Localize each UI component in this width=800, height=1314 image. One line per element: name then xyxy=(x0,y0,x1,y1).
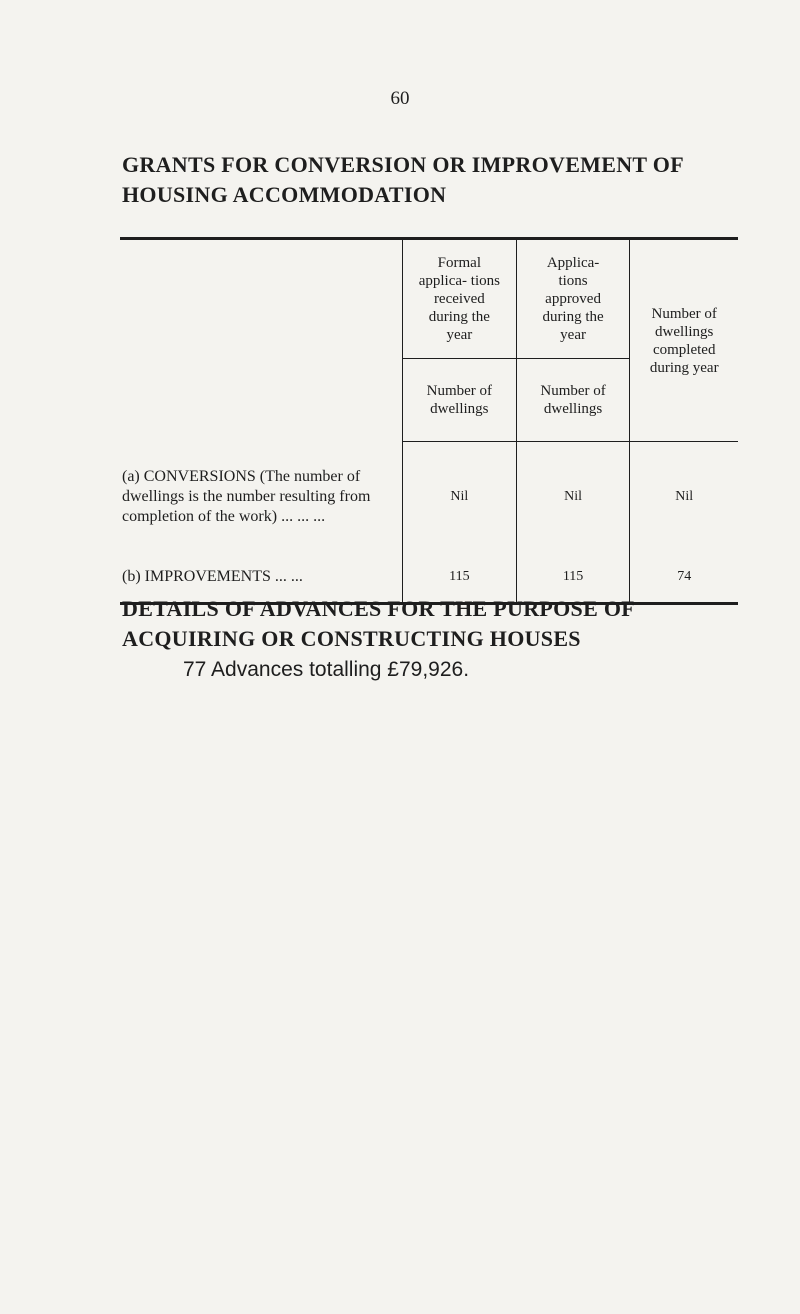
table-row xyxy=(120,442,738,553)
grants-table xyxy=(120,237,738,605)
advances-summary: 77 Advances totalling £79,926. xyxy=(183,658,470,681)
subheader-received-dwellings xyxy=(402,359,516,442)
row-label-improvements-text: (b) IMPROVEMENTS ... ... xyxy=(122,568,303,585)
grants-heading: GRANTS FOR CONVERSION OR IMPROVEMENT OF HOUSING ACCOMMODATION xyxy=(122,152,684,207)
header-dwellings-completed-text: Number of dwellings completed during year xyxy=(649,305,719,376)
subheader-approved-dwellings-text: Number of dwellings xyxy=(540,383,606,417)
page-number: 60 xyxy=(390,88,410,109)
header-dwellings-completed xyxy=(630,239,738,442)
table-header-row xyxy=(120,239,738,359)
header-applications-approved xyxy=(516,239,630,359)
cell-conversions-approved: Nil xyxy=(516,442,630,553)
advances-heading: DETAILS OF ADVANCES FOR THE PURPOSE OF ACQUIRING OR CONSTRUCTING HOUSES xyxy=(122,596,635,651)
header-applications-received-text: Formal applica- tions received during the year xyxy=(418,255,500,343)
header-applications-approved-text: Applica- tions approved during the year xyxy=(542,255,604,343)
header-blank-cell xyxy=(120,239,402,442)
cell-improvements-completed: 74 xyxy=(630,552,738,604)
cell-improvements-received: 115 xyxy=(402,552,516,604)
subheader-received-dwellings-text: Number of dwellings xyxy=(426,383,493,417)
subheader-approved-dwellings xyxy=(516,359,630,442)
cell-conversions-received: Nil xyxy=(402,442,516,553)
header-applications-received xyxy=(402,239,516,359)
row-label-conversions-text: (a) CONVERSIONS (The number of dwellings is the number resulting from completion of the work) ... ... ... xyxy=(122,467,371,525)
cell-conversions-completed: Nil xyxy=(630,442,738,553)
row-label-conversions xyxy=(120,442,402,553)
cell-improvements-approved: 115 xyxy=(516,552,630,604)
